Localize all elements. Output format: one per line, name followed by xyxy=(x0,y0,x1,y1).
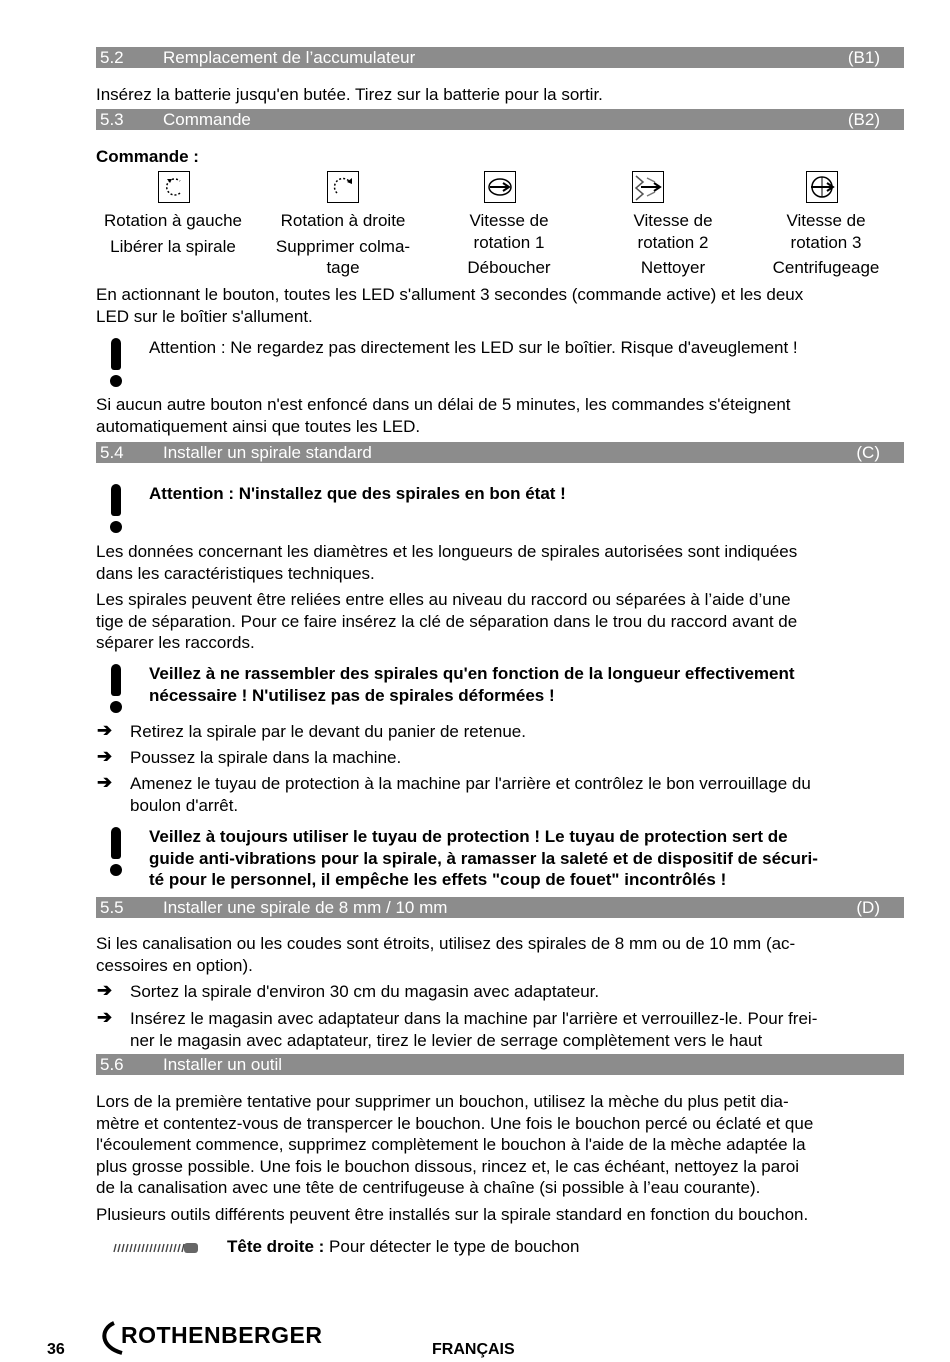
paragraph xyxy=(96,933,896,976)
warning-text: Attention : N'installez que des spirales en bon état ! xyxy=(149,484,566,503)
paragraph xyxy=(96,1091,896,1199)
paragraph-line: Les données concernant les diamètres et les longueurs de spirales autorisées sont indiquées xyxy=(96,542,798,561)
section-header-5-2 xyxy=(96,47,904,68)
control-speed-3 xyxy=(741,210,911,279)
paragraph-line: l'écoulement commence, supprimez complètement le bouchon à l'aide de la mèche adaptée la xyxy=(96,1135,806,1154)
control-label: Vitesse de xyxy=(633,211,713,230)
brand-name: ROTHENBERGER xyxy=(121,1322,323,1348)
arrow-icon: ➔ xyxy=(97,772,113,792)
rotate-left-icon xyxy=(158,171,190,203)
step-item xyxy=(130,1008,890,1051)
control-rotate-left xyxy=(88,210,258,257)
step-line: boulon d'arrêt. xyxy=(130,795,239,815)
arrow-icon: ➔ xyxy=(97,980,113,1000)
control-speed-2 xyxy=(588,210,758,279)
speed-1-icon xyxy=(484,171,516,203)
section-number: 5.5 xyxy=(100,898,124,917)
warning-line: nécessaire ! N'utilisez pas de spirales déformées ! xyxy=(149,685,555,705)
speed-2-icon xyxy=(632,171,664,203)
control-description: Supprimer colma- xyxy=(275,236,411,256)
tool-description xyxy=(227,1236,579,1258)
section-title: Commande xyxy=(163,110,251,129)
step-line: ner le magasin avec adaptateur, tirez le levier de serrage complètement vers le haut xyxy=(130,1030,763,1050)
control-description: Déboucher xyxy=(467,258,551,277)
paragraph-line: mètre et contentez-vous de transpercer le bouchon. Une fois le bouchon percé ou éclaté et que xyxy=(96,1113,814,1133)
section-title: Remplacement de l’accumulateur xyxy=(163,48,416,67)
section-header-5-5 xyxy=(96,897,904,918)
paragraph-line: En actionnant le bouton, toutes les LED s'allument 3 secondes (commande active) et les deux xyxy=(96,285,804,304)
step-item: Poussez la spirale dans la machine. xyxy=(130,748,402,767)
warning-text xyxy=(149,663,894,706)
step-item: Sortez la spirale d'environ 30 cm du magasin avec adaptateur. xyxy=(130,982,600,1001)
paragraph: Plusieurs outils différents peuvent être installés sur la spirale standard en fonction du bouchon. xyxy=(96,1205,809,1224)
arrow-icon: ➔ xyxy=(97,1007,113,1027)
subheading: Commande : xyxy=(96,147,199,166)
tool-text: Pour détecter le type de bouchon xyxy=(324,1237,580,1256)
warning-line: guide anti-vibrations pour la spirale, à ramasser la saleté et de dispositif de sécuri- xyxy=(149,848,818,868)
paragraph-line: tige de séparation. Pour ce faire insérez la clé de séparation dans le trou du raccord avant de xyxy=(96,611,798,631)
figure-ref: (C) xyxy=(856,443,880,462)
control-label: Vitesse de xyxy=(786,211,866,230)
figure-ref: (B1) xyxy=(847,48,880,67)
warning-line: Veillez à toujours utiliser le tuyau de protection ! Le tuyau de protection sert de xyxy=(149,827,788,846)
language-label: FRANÇAIS xyxy=(432,1341,515,1358)
paragraph-line: de la canalisation avec une tête de centrifugeuse à chaîne (si possible à l’eau courante). xyxy=(96,1178,761,1197)
warning-text: Attention : Ne regardez pas directement les LED sur le boîtier. Risque d'aveuglement ! xyxy=(149,338,798,357)
section-number: 5.2 xyxy=(100,48,124,67)
tool-label: Tête droite : xyxy=(227,1237,325,1256)
paragraph-line: LED sur le boîtier s'allument. xyxy=(96,306,313,326)
step-item xyxy=(130,773,890,816)
step-line: Insérez le magasin avec adaptateur dans la machine par l'arrière et verrouillez-le. Pour frei- xyxy=(130,1009,818,1028)
figure-ref: (D) xyxy=(856,898,880,917)
paragraph-line: Les spirales peuvent être reliées entre elles au niveau du raccord ou séparées à l’aide d’une xyxy=(96,590,791,609)
control-label: Rotation à droite xyxy=(280,211,406,230)
control-description: Centrifugeage xyxy=(772,258,880,277)
paragraph-line: Lors de la première tentative pour supprimer un bouchon, utilisez la mèche du plus petit dia- xyxy=(96,1092,789,1111)
arrow-icon: ➔ xyxy=(97,720,113,740)
section-header-5-6 xyxy=(96,1054,904,1075)
paragraph-line: Si aucun autre bouton n'est enfoncé dans un délai de 5 minutes, les commandes s'éteignent xyxy=(96,395,791,414)
section-number: 5.4 xyxy=(100,443,124,462)
paragraph xyxy=(96,284,896,327)
paragraph-line: Si les canalisation ou les coudes sont étroits, utilisez des spirales de 8 mm ou de 10 mm (ac- xyxy=(96,934,796,953)
section-header-5-3 xyxy=(96,109,904,130)
figure-ref: (B2) xyxy=(847,110,880,129)
paragraph xyxy=(96,589,896,654)
paragraph-line: séparer les raccords. xyxy=(96,633,255,652)
paragraph xyxy=(96,541,896,584)
page-number: 36 xyxy=(47,1341,65,1358)
control-description: tage xyxy=(326,258,360,277)
paragraph: Insérez la batterie jusqu'en butée. Tirez sur la batterie pour la sortir. xyxy=(96,85,603,104)
control-speed-1 xyxy=(424,210,594,279)
warning-text xyxy=(149,826,894,891)
control-label: Vitesse de xyxy=(469,211,549,230)
step-item: Retirez la spirale par le devant du panier de retenue. xyxy=(130,722,526,741)
section-title: Installer une spirale de 8 mm / 10 mm xyxy=(163,898,448,917)
paragraph xyxy=(96,394,896,437)
control-description: Libérer la spirale xyxy=(110,236,236,256)
paragraph-line: cessoires en option). xyxy=(96,955,253,975)
section-number: 5.6 xyxy=(100,1055,124,1074)
warning-line: té pour le personnel, il empêche les effets "coup de fouet" incontrôlés ! xyxy=(149,870,727,889)
paragraph-line: automatiquement ainsi que toutes les LED. xyxy=(96,416,421,436)
paragraph-line: plus grosse possible. Une fois le bouchon dissous, rincez et, le cas échéant, nettoyez la paroi xyxy=(96,1156,800,1176)
section-title: Installer un outil xyxy=(163,1055,283,1074)
warning-line: Veillez à ne rassembler des spirales qu'en fonction de la longueur effectivement xyxy=(149,664,795,683)
arrow-icon: ➔ xyxy=(97,746,113,766)
control-description: Nettoyer xyxy=(640,258,706,277)
paragraph-line: dans les caractéristiques techniques. xyxy=(96,563,375,583)
straight-head-tool-icon xyxy=(112,1240,200,1261)
speed-3-icon xyxy=(806,171,838,203)
control-label: rotation 1 xyxy=(473,232,545,252)
section-number: 5.3 xyxy=(100,110,124,129)
section-header-5-4 xyxy=(96,442,904,463)
brand-logo xyxy=(96,1319,356,1359)
step-line: Amenez le tuyau de protection à la machine par l'arrière et contrôlez le bon verrouillage du xyxy=(130,774,811,793)
rotate-right-icon xyxy=(327,171,359,203)
control-label: Rotation à gauche xyxy=(104,211,242,230)
control-label: rotation 3 xyxy=(790,232,862,252)
control-label: rotation 2 xyxy=(637,232,709,252)
control-rotate-right xyxy=(258,210,428,279)
section-title: Installer un spirale standard xyxy=(163,443,372,462)
